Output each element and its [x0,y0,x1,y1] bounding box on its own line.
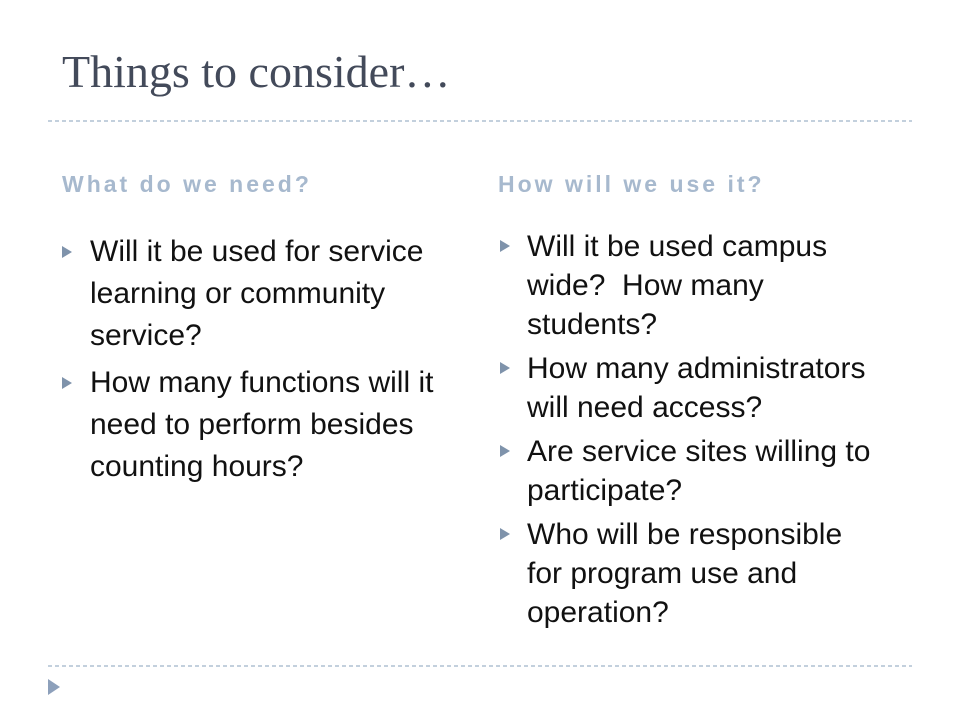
bullet-line: will need access? [527,391,763,424]
bullet-line: Who will be responsible [527,518,843,551]
bullet-item [500,432,940,510]
title-divider [48,120,912,122]
triangle-bullet-icon [62,377,72,389]
bullet-line: How many functions will it [90,366,434,399]
bullet-line: wide? How many [527,269,764,302]
triangle-bullet-icon [500,528,510,540]
bullet-line: Will it be used for service [90,235,424,268]
column-heading-usage: How will we use it? [498,171,765,197]
bullet-line: counting hours? [90,450,304,483]
footer-divider [48,665,912,667]
left-column [62,231,482,493]
bullet-line: How many administrators [527,352,866,385]
bullet-item [62,362,482,488]
triangle-corner-icon [48,679,60,695]
slide-title: Things to consider… [62,46,451,97]
triangle-bullet-icon [500,240,510,252]
triangle-bullet-icon [500,445,510,457]
triangle-bullet-icon [500,362,510,374]
bullet-line: Are service sites willing to [527,435,871,468]
bullet-line: for program use and [527,557,798,590]
right-column [500,227,940,637]
triangle-bullet-icon [62,246,72,258]
bullet-line: service? [90,319,202,352]
bullet-line: students? [527,308,658,341]
bullet-item [500,349,940,427]
bullet-line: Will it be used campus [527,230,828,263]
column-heading-needs: What do we need? [62,171,312,197]
bullet-line: need to perform besides [90,408,414,441]
bullet-item [62,231,482,357]
bullet-line: learning or community [90,277,386,310]
bullet-line: participate? [527,474,683,507]
bullet-line: operation? [527,596,669,629]
bullet-item [500,515,940,632]
bullet-item [500,227,940,344]
